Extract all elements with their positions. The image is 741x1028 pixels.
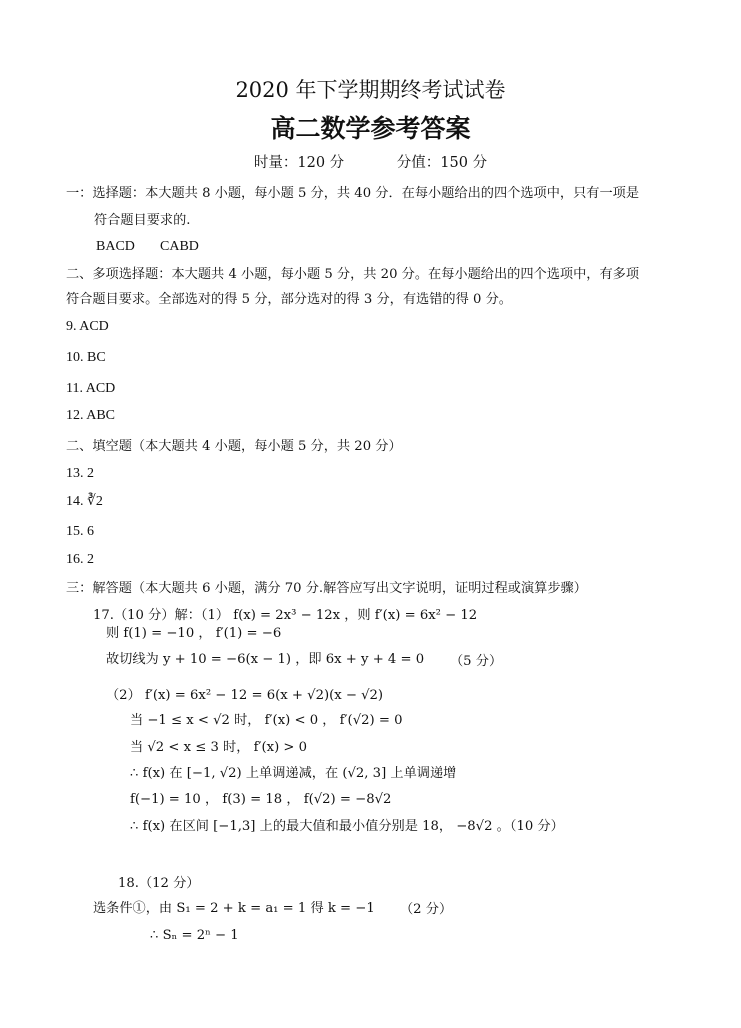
section1-heading-line2: 符合题目要求的. [94, 213, 191, 228]
q17-line5: 当 −1 ≤ x < √2 时， f′(x) < 0 ， f′(√2) = 0 [130, 713, 403, 728]
time-limit: 时量：120 分 [253, 155, 345, 171]
q18-line1: 18.（12 分） [118, 876, 200, 891]
answer-key-title: 高二数学参考答案 [270, 114, 471, 143]
q18-line3: ∴ Sₙ = 2ⁿ − 1 [150, 928, 239, 943]
section1-answer-group-2: CABD [160, 239, 199, 254]
answer-item-13: 13. 2 [66, 466, 94, 481]
q17-line4: （2） f′(x) = 6x² − 12 = 6(x + √2)(x − √2) [106, 688, 384, 703]
answer-item-12: 12. ABC [66, 408, 116, 423]
q17-line2: 则 f(1) = −10 ， f′(1) = −6 [106, 626, 282, 641]
q17-line3: 故切线为 y + 10 = −6(x − 1) ，即 6x + y + 4 = 0 [106, 652, 425, 667]
exam-title: 2020 年下学期期终考试试卷 [235, 78, 506, 102]
q17-line6: 当 √2 < x ≤ 3 时， f′(x) > 0 [130, 740, 308, 755]
q17-line3-score: （5 分） [450, 654, 503, 669]
answer-item-10: 10. BC [66, 350, 106, 365]
section2-heading-line1: 二、多项选择题：本大题共 4 小题，每小题 5 分，共 20 分。在每小题给出的四个选项中，有多项 [66, 267, 640, 282]
q17-line9: ∴ f(x) 在区间 [−1,3] 上的最大值和最小值分别是 18， −8√2 。（10 分） [130, 819, 564, 834]
answer-item-16: 16. 2 [66, 552, 94, 567]
section1-answer-group-1: BACD [96, 239, 135, 254]
answer-item-15: 15. 6 [66, 524, 94, 539]
section1-heading-line1: 一：选择题：本大题共 8 小题，每小题 5 分，共 40 分．在每小题给出的四个选项中，只有一项是 [66, 186, 640, 201]
q18-line2-score: （2 分） [400, 902, 453, 917]
answer-item-14: 14. ∛2 [66, 494, 103, 509]
total-score: 分值：150 分 [396, 155, 488, 171]
exam-meta [0, 156, 741, 171]
q17-line1: 17.（10 分）解：（1） f(x) = 2x³ − 12x ，则 f′(x) = 6x² − 12 [93, 608, 478, 623]
section4-heading: 三：解答题（本大题共 6 小题，满分 70 分.解答应写出文字说明，证明过程或演算步骤） [66, 581, 587, 596]
section3-heading: 二、填空题（本大题共 4 小题，每小题 5 分，共 20 分） [66, 439, 402, 454]
q17-line7: ∴ f(x) 在 [−1, √2) 上单调递减，在 (√2, 3] 上单调递增 [130, 766, 457, 781]
section2-heading-line2: 符合题目要求。全部选对的得 5 分，部分选对的得 3 分，有选错的得 0 分。 [66, 292, 512, 307]
q18-line2: 选条件①，由 S₁ = 2 + k = a₁ = 1 得 k = −1 [93, 901, 375, 916]
q17-line8: f(−1) = 10 ， f(3) = 18 ， f(√2) = −8√2 [130, 792, 392, 807]
answer-item-11: 11. ACD [66, 381, 116, 396]
answer-item-9: 9. ACD [66, 319, 109, 334]
